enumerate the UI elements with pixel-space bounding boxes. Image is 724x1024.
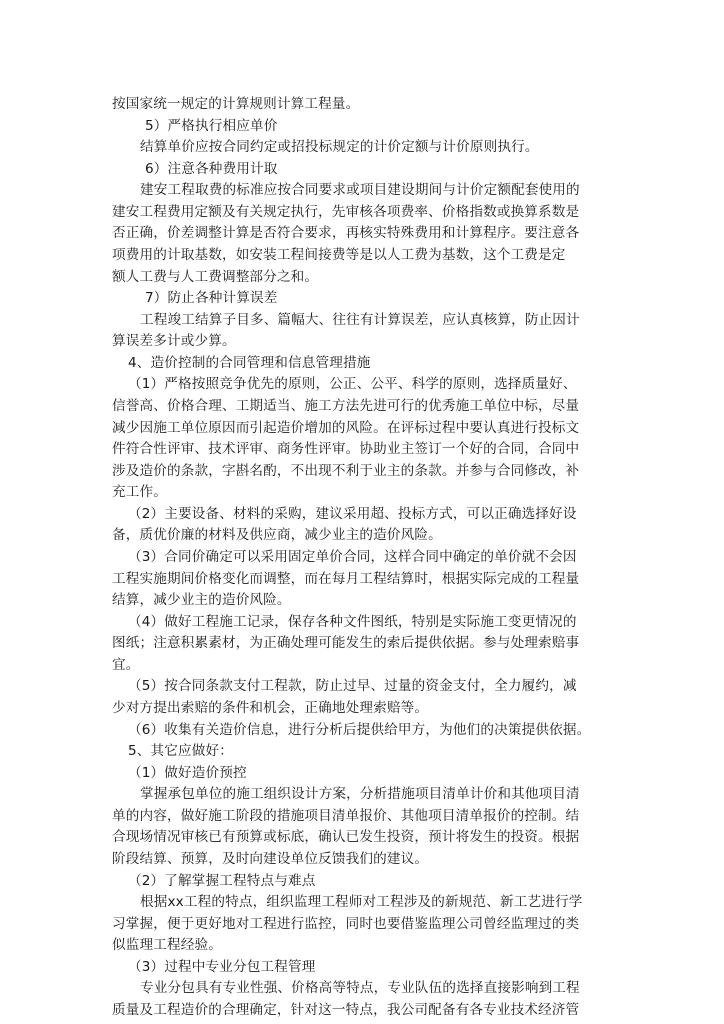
text-line: （4）做好工程施工记录，保存各种文件图纸，特别是实际施工变更情况的 <box>128 614 577 630</box>
text-line: 项费用的计取基数，如安装工程间接费等是以人工费为基数，这个工费是定 <box>112 247 566 263</box>
text-line: 质量及工程造价的合理确定，针对这一特点，我公司配备有各专业技术经济管 <box>112 1002 580 1018</box>
text-line: 信誉高、价格合理、工期适当、施工方法先进可行的优秀施工单位中标，尽量 <box>112 398 580 414</box>
section-heading: 5）严格执行相应单价 <box>145 118 278 134</box>
text-line: （5）按合同条款支付工程款，防止过早、过量的资金支付，全力履约，减 <box>128 678 577 694</box>
text-line: 算误差多计或少算。 <box>112 333 236 349</box>
text-line: （3）合同价确定可以采用固定单价合同，这样合同中确定的单价就不会因 <box>128 549 577 565</box>
text-line: 涉及造价的条款，字斟名酌，不出现不利于业主的条款。并参与合同修改，补 <box>112 463 580 479</box>
text-line: 掌握承包单位的施工组织设计方案，分析措施项目清单计价和其他项目清 <box>140 786 580 802</box>
section-heading: 6）注意各种费用计取 <box>145 161 278 177</box>
text-line: 结算，减少业主的造价风险。 <box>112 592 291 608</box>
section-heading: （3）过程中专业分包工程管理 <box>128 959 316 975</box>
section-heading: （1）做好造价预控 <box>128 765 247 781</box>
text-line: （1）严格按照竞争优先的原则，公正、公平、科学的原则，选择质量好、 <box>128 376 577 392</box>
text-line: 件符合性评审、技术评审、商务性评审。协助业主签订一个好的合同，合同中 <box>112 441 580 457</box>
text-line: 阶段结算、预算，及时向建设单位反馈我们的建议。 <box>112 851 429 867</box>
text-line: 额人工费与人工费调整部分之和。 <box>112 269 319 285</box>
text-line: 习掌握，便于更好地对工程进行监控，同时也要借鉴监理公司曾经监理过的类 <box>112 916 580 932</box>
text-line: 工程实施期间价格变化而调整，而在每月工程结算时，根据实际完成的工程量 <box>112 571 580 587</box>
text-line: 合现场情况审核已有预算或标底，确认已发生投资，预计将发生的投资。根据 <box>112 829 580 845</box>
text-line: 专业分包具有专业性强、价格高等特点，专业队伍的选择直接影响到工程 <box>140 980 580 996</box>
text-line: 建安工程取费的标准应按合同要求或项目建设期间与计价定额配套使用的 <box>140 182 580 198</box>
section-heading: （2）了解掌握工程特点与难点 <box>128 873 316 889</box>
text-line: 少对方提出索赔的条件和机会，正确地处理索赔等。 <box>112 700 429 716</box>
text-line: 减少因施工单位原因而引起造价增加的风险。在评标过程中要认真进行投标文 <box>112 420 580 436</box>
section-heading: 4、造价控制的合同管理和信息管理措施 <box>128 355 371 371</box>
text-line: 否正确，价差调整计算是否符合要求，再核实特殊费用和计算程序。要注意各 <box>112 225 580 241</box>
text-line: 工程竣工结算子目多、篇幅大、往往有计算误差，应认真核算，防止因计 <box>140 312 580 328</box>
text-line: 建安工程费用定额及有关规定执行，先审核各项费率、价格指数或换算系数是 <box>112 204 580 220</box>
text-line: 根据xx工程的特点，组织监理工程师对工程涉及的新规范、新工艺进行学 <box>140 894 583 910</box>
section-heading: 7）防止各种计算误差 <box>145 290 278 306</box>
text-line: 似监理工程经验。 <box>112 937 222 953</box>
text-line: （6）收集有关造价信息，进行分析后提供给甲方，为他们的决策提供依据。 <box>128 722 591 738</box>
text-line: 备，质优价廉的材料及供应商，减少业主的造价风险。 <box>112 527 442 543</box>
text-line: 按国家统一规定的计算规则计算工程量。 <box>112 96 360 112</box>
text-line: 结算单价应按合同约定或招投标规定的计价定额与计价原则执行。 <box>140 139 539 155</box>
text-line: （2）主要设备、材料的采购，建议采用超、投标方式，可以正确选择好设 <box>128 506 577 522</box>
text-line: 宜。 <box>112 657 140 673</box>
text-line: 充工作。 <box>112 484 167 500</box>
section-heading: 5、其它应做好： <box>128 743 234 759</box>
text-line: 图纸；注意积累素材，为正确处理可能发生的索后提供依据。参与处理索赔事 <box>112 635 580 651</box>
text-line: 单的内容，做好施工阶段的措施项目清单报价、其他项目清单报价的控制。结 <box>112 808 580 824</box>
